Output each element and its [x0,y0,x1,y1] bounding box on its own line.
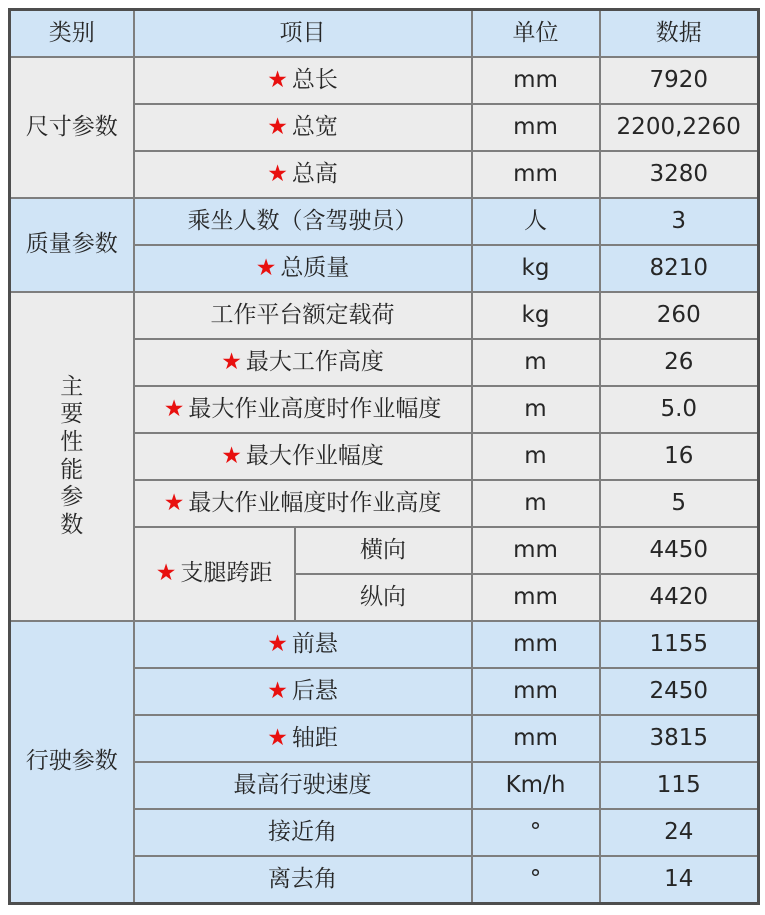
table-row [10,292,759,339]
unit-cell: mm [472,151,600,198]
item-cell [134,57,472,104]
category-cell-dimension: 尺寸参数 [10,57,134,198]
header-value: 数据 [600,10,759,58]
value-cell: 3280 [600,151,759,198]
value-cell: 24 [600,809,759,856]
required-star-icon: ★ [163,395,185,422]
group-label: 支腿跨距 [180,560,273,587]
item-cell [134,292,472,339]
header-unit: 单位 [472,10,600,58]
unit-cell: ° [472,809,600,856]
subitem-cell: 纵向 [295,574,472,621]
item-cell [134,480,472,527]
value-cell: 2450 [600,668,759,715]
item-cell [134,856,472,904]
value-cell: 3815 [600,715,759,762]
value-cell: 2200,2260 [600,104,759,151]
required-star-icon: ★ [163,489,185,516]
unit-cell: m [472,480,600,527]
unit-cell: kg [472,292,600,339]
table-row [10,621,759,668]
unit-cell: mm [472,57,600,104]
item-cell [134,715,472,762]
value-cell: 16 [600,433,759,480]
item-cell [134,151,472,198]
table-row [10,57,759,104]
value-cell: 4420 [600,574,759,621]
item-cell [134,621,472,668]
item-cell [134,104,472,151]
item-cell [134,668,472,715]
item-label: 最大工作高度 [245,348,384,375]
table-row [10,198,759,245]
table-header-row [10,10,759,58]
category-cell-performance: 主 要 性 能 参 数 [10,292,134,621]
unit-cell: ° [472,856,600,904]
unit-cell: Km/h [472,762,600,809]
item-cell [134,339,472,386]
unit-cell: mm [472,668,600,715]
value-cell: 8210 [600,245,759,292]
subitem-cell: 横向 [295,527,472,574]
item-label: 总高 [291,160,338,187]
unit-cell: mm [472,527,600,574]
value-cell: 7920 [600,57,759,104]
category-cell-mass: 质量参数 [10,198,134,292]
value-cell: 115 [600,762,759,809]
item-cell [134,809,472,856]
required-star-icon: ★ [267,630,288,657]
item-label: 最高行驶速度 [233,771,372,798]
header-item: 项目 [134,10,472,58]
item-cell [134,198,472,245]
item-label: 总宽 [291,113,338,140]
item-label: 接近角 [268,818,337,845]
value-cell: 14 [600,856,759,904]
value-cell: 3 [600,198,759,245]
item-label: 离去角 [268,865,337,892]
item-label: 前悬 [291,630,338,657]
unit-cell: m [472,386,600,433]
spec-table [8,8,760,905]
unit-cell: mm [472,621,600,668]
value-cell: 1155 [600,621,759,668]
unit-cell: 人 [472,198,600,245]
unit-cell: kg [472,245,600,292]
item-cell [134,245,472,292]
required-star-icon: ★ [221,348,242,375]
required-star-icon: ★ [267,160,288,187]
item-cell [134,386,472,433]
item-label: 最大作业幅度 [245,442,384,469]
unit-cell: mm [472,104,600,151]
required-star-icon: ★ [267,113,288,140]
item-label: 工作平台额定载荷 [210,301,395,328]
item-cell [134,762,472,809]
item-label: 轴距 [291,724,338,751]
item-label: 总质量 [280,254,350,281]
item-label: 最大作业高度时作业幅度 [188,395,442,422]
required-star-icon: ★ [155,560,177,587]
required-star-icon: ★ [221,442,242,469]
value-cell: 26 [600,339,759,386]
header-category: 类别 [10,10,134,58]
item-label: 总长 [291,66,338,93]
value-cell: 5 [600,480,759,527]
category-cell-driving: 行驶参数 [10,621,134,904]
required-star-icon: ★ [267,677,288,704]
required-star-icon: ★ [255,254,277,281]
item-label: 乘坐人数（含驾驶员） [187,207,418,234]
value-cell: 260 [600,292,759,339]
item-cell [134,433,472,480]
group-label-cell-outrigger [134,527,295,621]
value-cell: 4450 [600,527,759,574]
unit-cell: mm [472,715,600,762]
value-cell: 5.0 [600,386,759,433]
unit-cell: mm [472,574,600,621]
item-label: 最大作业幅度时作业高度 [188,489,442,516]
unit-cell: m [472,339,600,386]
required-star-icon: ★ [267,724,288,751]
item-label: 后悬 [291,677,338,704]
unit-cell: m [472,433,600,480]
required-star-icon: ★ [267,66,288,93]
